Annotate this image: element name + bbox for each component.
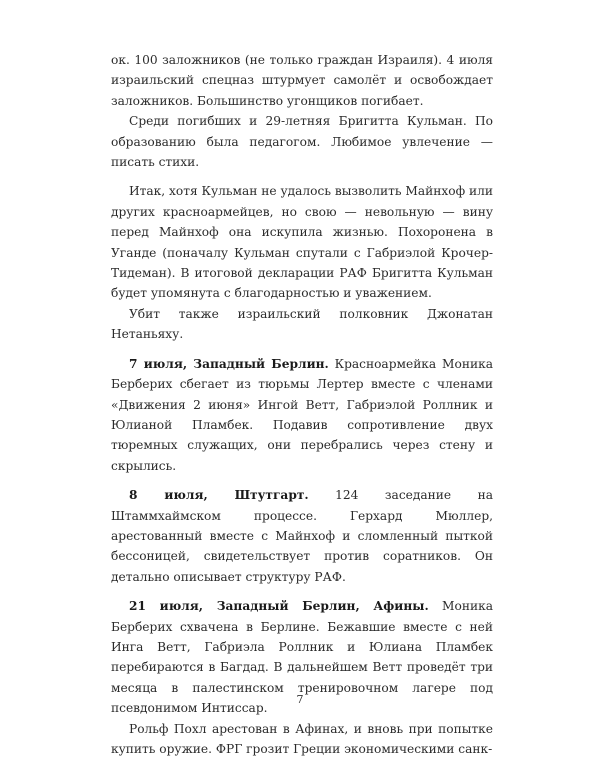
paragraph-july-21-body: Моника Берберих схвачена в Берлине. Бежавшие вместе с ней Инга Ветт, Габриэла Роллник и Юлиана Пламбек перебираются в Багдад. В дальнейшем Ветт проведёт три месяца в палестинском тренировочном лагере под псевдонимом Интиссар. — [111, 599, 494, 716]
date-heading-july-7: 7 июля, Западный Берлин. — [129, 356, 329, 371]
paragraph-pohl-arrest: Рольф Похл арестован в Афинах, и вновь при попытке купить оружие. ФРГ грозит Греции экономическими санк- — [111, 721, 493, 756]
paragraph-july-8 — [111, 485, 493, 587]
date-heading-july-8: 8 июля, Штутгарт. — [129, 488, 309, 503]
page-number: 7 — [296, 693, 304, 706]
paragraph-july-7 — [111, 354, 493, 476]
paragraph-kuhlmann-burial: Итак, хотя Кульман не удалось вызволить Майнхоф или других красноармейцев, но свою — невольную — вину перед Майнхоф она искупила жизнью. Похоронена в Уганде (поначалу Кульман спутали с Габриэлой Крочер-Тидеман). В итоговой декларации РАФ Бригитта Кульман будет упомянута с благодарностью и уважением. — [111, 184, 493, 301]
paragraph-july-8-body: 124 заседание на Штаммхаймском процессе. Герхард Мюллер, арестованный вместе с Майнхоф и сломленный пыткой бессоницей, свидетельствует против соратников. Он детально описывает структуру РАФ. — [111, 488, 493, 584]
date-heading-july-21: 21 июля, Западный Берлин, Афины. — [129, 599, 429, 614]
paragraph-kuhlmann-death: Среди погибших и 29-летняя Бригитта Кульман. По образованию была педагогом. Любимое увлечение — писать стихи. — [111, 114, 493, 170]
paragraph-hostages-release: ок. 100 заложников (не только граждан Израиля). 4 июля израильский спецназ штурмует самолёт и освобождает заложников. Большинство угонщиков погибает. — [111, 53, 493, 108]
body-text — [111, 50, 493, 759]
paragraph-netanyahu: Убит также израильский полковник Джонатан Нетаньяху. — [111, 306, 493, 342]
paragraph-july-7-body: Красноармейка Моника Берберих сбегает из тюрьмы Лертер вместе с членами «Движения 2 июня» Ингой Ветт, Габриэлой Роллник и Юлианой Пламбек. Подавив сопротивление двух тюремных служащих, они перебрались через стену и скрылись. — [111, 356, 493, 473]
